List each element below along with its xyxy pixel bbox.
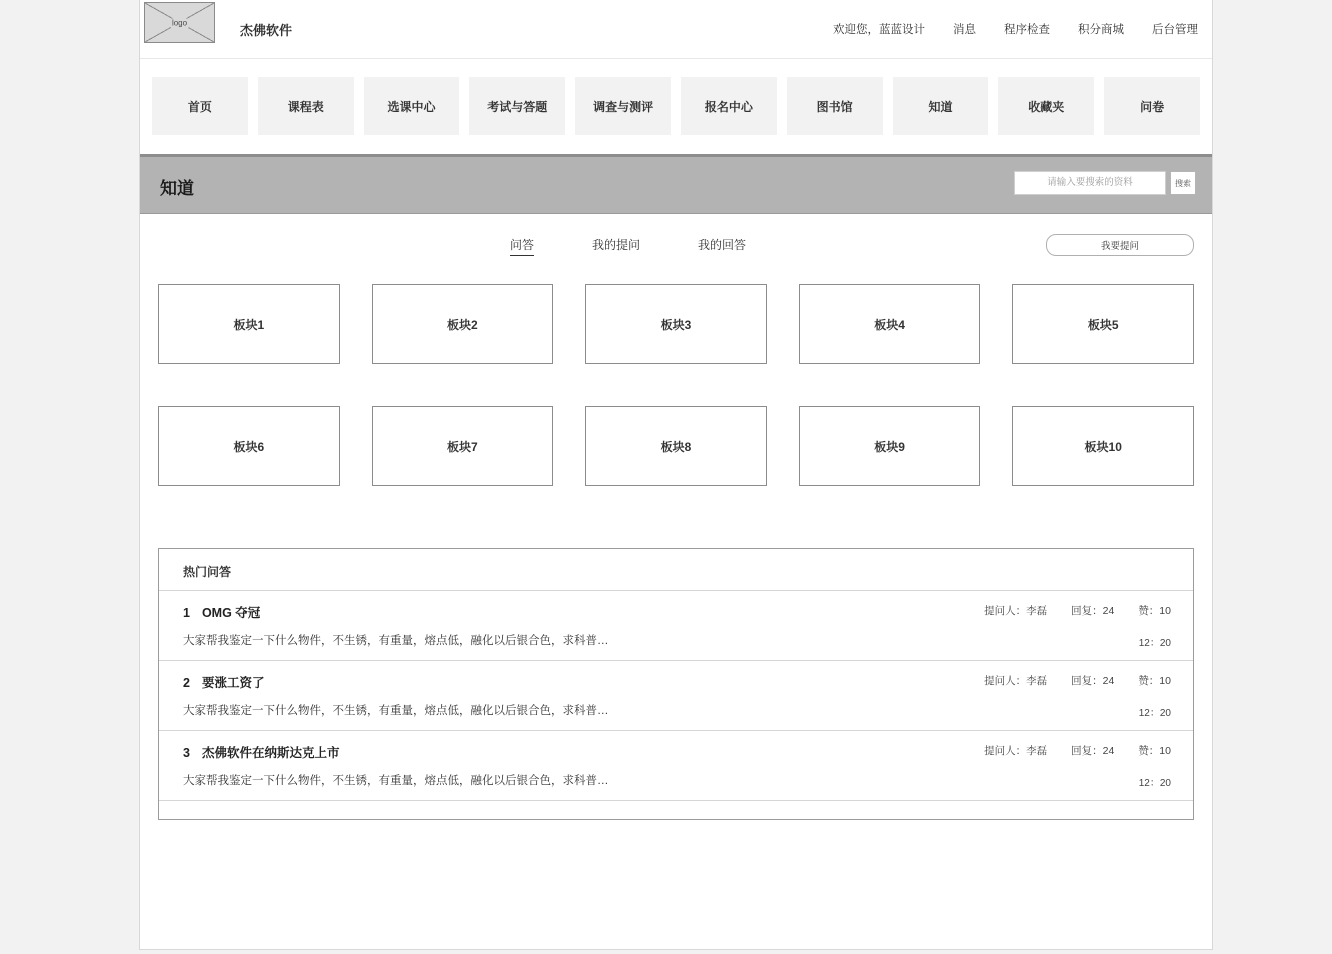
panel-footer-spacer — [159, 800, 1193, 819]
menu-item-zhidao[interactable]: 知道 — [893, 77, 989, 135]
qa-summary: 大家帮我鉴定一下什么物件，不生锈，有重量，熔点低，融化以后银合色，求科普… — [183, 635, 609, 647]
menu-item-registration[interactable]: 报名中心 — [681, 77, 777, 135]
brand-name: 杰佛软件 — [240, 23, 293, 38]
tab-qa[interactable]: 问答 — [510, 236, 534, 256]
qa-reply-count: 回复：24 — [1071, 745, 1115, 757]
top-bar — [140, 0, 1212, 59]
block-8[interactable]: 板块8 — [585, 406, 767, 486]
block-6[interactable]: 板块6 — [158, 406, 340, 486]
block-5[interactable]: 板块5 — [1012, 284, 1194, 364]
section-header — [140, 157, 1212, 214]
menu-item-questionnaire[interactable]: 问卷 — [1104, 77, 1200, 135]
block-10[interactable]: 板块10 — [1012, 406, 1194, 486]
menu-item-course-selection[interactable]: 选课中心 — [364, 77, 460, 135]
qa-asker: 提问人：李磊 — [984, 745, 1048, 757]
block-grid — [140, 284, 1212, 486]
top-nav-welcome: 欢迎您，蓝蓝设计 — [833, 24, 925, 36]
hot-qa-title: 热门问答 — [183, 565, 232, 579]
block-2[interactable]: 板块2 — [372, 284, 554, 364]
top-nav — [833, 21, 1198, 37]
qa-summary: 大家帮我鉴定一下什么物件，不生锈，有重量，熔点低，融化以后银合色，求科普… — [183, 705, 609, 717]
top-nav-points-mall[interactable]: 积分商城 — [1078, 24, 1124, 36]
hot-qa-panel — [158, 548, 1194, 820]
qa-asker: 提问人：李磊 — [984, 675, 1048, 687]
qa-list-item[interactable] — [159, 660, 1193, 730]
qa-praise-count: 赞：10 — [1138, 675, 1171, 687]
qa-time: 12：20 — [1138, 638, 1171, 649]
menu-item-favorites[interactable]: 收藏夹 — [998, 77, 1094, 135]
qa-asker: 提问人：李磊 — [984, 605, 1048, 617]
ask-question-button[interactable]: 我要提问 — [1046, 234, 1194, 256]
qa-meta — [984, 673, 1171, 688]
menu-item-library[interactable]: 图书馆 — [787, 77, 883, 135]
tab-list — [510, 236, 746, 256]
qa-time: 12：20 — [1138, 778, 1171, 789]
logo[interactable] — [144, 2, 215, 43]
menu-item-exam[interactable]: 考试与答题 — [469, 77, 565, 135]
block-1[interactable]: 板块1 — [158, 284, 340, 364]
search-input[interactable]: 请输入要搜索的资料 — [1014, 171, 1166, 195]
qa-time: 12：20 — [1138, 708, 1171, 719]
block-4[interactable]: 板块4 — [799, 284, 981, 364]
top-nav-admin[interactable]: 后台管理 — [1152, 24, 1198, 36]
qa-meta — [984, 603, 1171, 618]
qa-list-item[interactable] — [159, 590, 1193, 660]
top-nav-messages[interactable]: 消息 — [953, 24, 976, 36]
menu-item-home[interactable]: 首页 — [152, 77, 248, 135]
search-icon[interactable]: 搜索 — [1170, 171, 1196, 195]
qa-index: 2 — [183, 676, 190, 690]
logo-label: logo — [171, 18, 188, 27]
qa-title[interactable]: OMG 夺冠 — [201, 606, 261, 620]
qa-title[interactable]: 杰佛软件在纳斯达克上市 — [201, 746, 340, 760]
qa-reply-count: 回复：24 — [1071, 675, 1115, 687]
qa-praise-count: 赞：10 — [1138, 745, 1171, 757]
tab-my-answers[interactable]: 我的回答 — [698, 238, 747, 252]
page-title: 知道 — [160, 179, 194, 198]
qa-reply-count: 回复：24 — [1071, 605, 1115, 617]
block-3[interactable]: 板块3 — [585, 284, 767, 364]
block-9[interactable]: 板块9 — [799, 406, 981, 486]
tabs-row — [140, 214, 1212, 276]
menu-item-schedule[interactable]: 课程表 — [258, 77, 354, 135]
app-window — [139, 0, 1213, 950]
qa-index: 3 — [183, 746, 190, 760]
menu-item-survey[interactable]: 调查与测评 — [575, 77, 671, 135]
qa-index: 1 — [183, 606, 190, 620]
main-menu — [140, 59, 1212, 157]
qa-meta — [984, 743, 1171, 758]
qa-summary: 大家帮我鉴定一下什么物件，不生锈，有重量，熔点低，融化以后银合色，求科普… — [183, 775, 609, 787]
top-nav-program-check[interactable]: 程序检查 — [1004, 24, 1050, 36]
tab-my-questions[interactable]: 我的提问 — [592, 238, 641, 252]
search-bar — [1014, 171, 1196, 195]
block-7[interactable]: 板块7 — [372, 406, 554, 486]
qa-praise-count: 赞：10 — [1138, 605, 1171, 617]
qa-list-item[interactable] — [159, 730, 1193, 800]
qa-title[interactable]: 要涨工资了 — [201, 676, 265, 690]
